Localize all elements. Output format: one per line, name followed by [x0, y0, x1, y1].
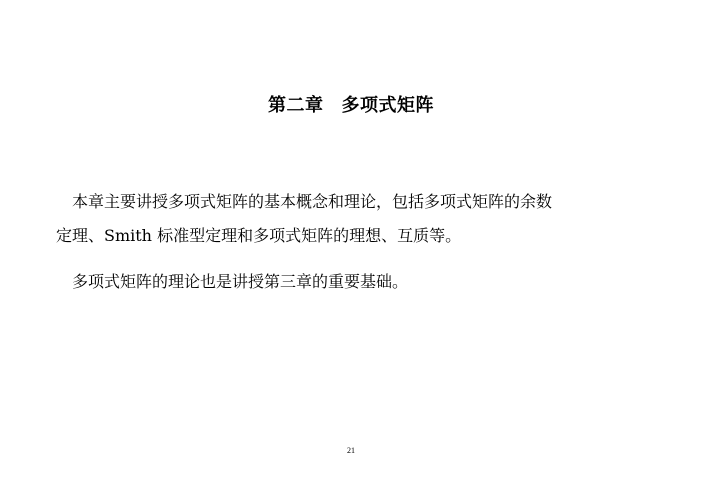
- chapter-heading: [0, 94, 702, 118]
- paragraph-line: 本章主要讲授多项式矩阵的基本概念和理论，包括多项式矩阵的余数: [72, 192, 553, 211]
- paragraph-foundation: [56, 265, 656, 299]
- chapter-number: 第二章: [268, 95, 324, 116]
- page-number: 21: [347, 446, 355, 455]
- paragraph-line: 定理、Smith 标准型定理和多项式矩阵的理想、互质等。: [56, 226, 462, 245]
- paragraph-intro: [56, 185, 656, 253]
- paragraph-line: 多项式矩阵的理论也是讲授第三章的重要基础。: [72, 272, 409, 291]
- chapter-title: 多项式矩阵: [341, 95, 434, 116]
